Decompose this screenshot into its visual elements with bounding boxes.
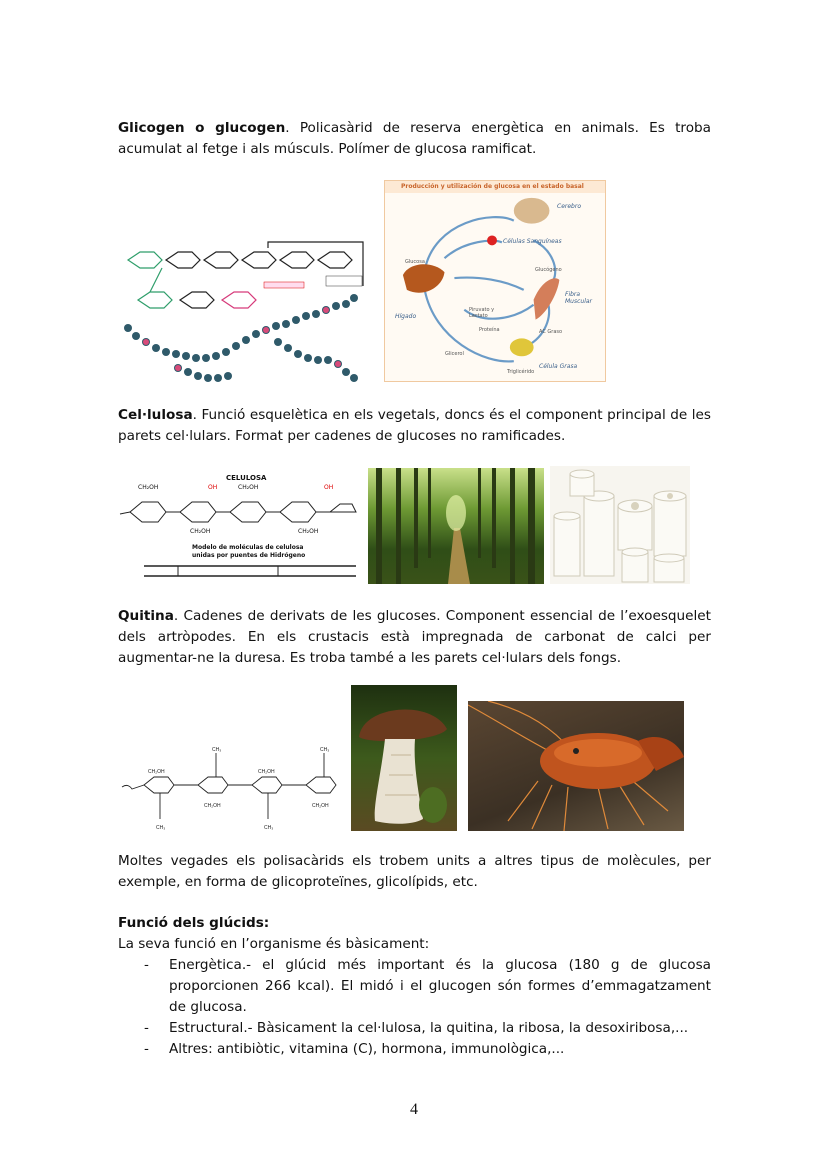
chitin-paragraph xyxy=(118,606,711,669)
function-structural: Estructural.- Bàsicament la cel·lulosa, la quitina, la ribosa, la desoxiribosa,... xyxy=(169,1020,689,1036)
label-pyruvate: Piruvato y Lactato xyxy=(469,307,495,319)
functions-heading: Funció dels glúcids: xyxy=(118,915,270,931)
list-item xyxy=(118,1039,711,1060)
chitin-structure-image xyxy=(118,745,340,831)
mushroom-photo xyxy=(351,685,457,831)
function-other: Altres: antibiòtic, vitamina (C), hormona, immunològica,... xyxy=(169,1041,565,1057)
list-item xyxy=(118,1018,711,1039)
cellulose-oh-1: OH xyxy=(208,484,218,491)
list-dash: - xyxy=(144,1020,149,1036)
label-glycerol: Glicerol xyxy=(445,351,464,357)
list-item xyxy=(118,955,711,1018)
svg-text:CH₂OH: CH₂OH xyxy=(204,803,221,809)
glycogen-term: Glicogen o glucogen xyxy=(118,120,286,136)
label-triglyceride: Triglicérido xyxy=(507,369,535,375)
chitin-term: Quitina xyxy=(118,608,174,624)
glycogen-text: . Policasàrid de reserva energètica en animals. Es troba acumulat al fetge i als músculs. Polímer de glucosa ramificat. xyxy=(118,120,711,157)
functions-intro: La seva funció en l’organisme és bàsicament: xyxy=(118,936,430,952)
glucose-metabolism-diagram xyxy=(384,180,606,382)
cellulose-ch2oh-1: CH₂OH xyxy=(138,484,159,491)
forest-photo xyxy=(368,468,544,584)
functions-list xyxy=(118,955,711,1060)
svg-text:CH₃: CH₃ xyxy=(320,747,330,753)
label-glucose: Glucosa xyxy=(405,259,425,265)
label-liver: Hígado xyxy=(395,313,417,320)
label-glycogen: Glucógeno xyxy=(535,267,562,273)
functions-section xyxy=(118,913,711,1060)
svg-text:CH₂OH: CH₂OH xyxy=(148,769,165,775)
cellulose-term: Cel·lulosa xyxy=(118,407,193,423)
page-number: 4 xyxy=(410,1101,418,1118)
glycogen-paragraph xyxy=(118,118,711,160)
label-fatty-acid: AC Graso xyxy=(539,329,563,335)
polysaccharides-note: Moltes vegades els polisacàrids els trobem units a altres tipus de molècules, per exemple, en forma de glicoproteïnes, glicolípids, etc. xyxy=(118,853,711,890)
cellulose-caption-2: unidas por puentes de Hidrógeno xyxy=(192,552,306,559)
glycogen-structure-image xyxy=(118,238,373,388)
list-dash: - xyxy=(144,957,149,973)
svg-text:CH₃: CH₃ xyxy=(212,747,222,753)
label-blood-cells: Células Sanguíneas xyxy=(503,238,562,245)
chitin-text: . Cadenes de derivats de les glucoses. Component essencial de l’exoesquelet dels artròpodes. En els crustacis està impregnada de carbonat de calci per augmentar-ne la duresa. Es troba també a les parets cel·lulars dels fongs. xyxy=(118,608,711,666)
cellulose-ch2oh-2: CH₂OH xyxy=(238,484,259,491)
cellulose-oh-2: OH xyxy=(324,484,334,491)
svg-text:CH₂OH: CH₂OH xyxy=(312,803,329,809)
function-energy: Energètica.- el glúcid més important és la glucosa (180 g de glucosa proporcionen 266 kcal). El midó i el glucogen són formes d’emmagatzament de glucosa. xyxy=(169,957,711,1015)
label-brain: Cerebro xyxy=(557,203,581,210)
cellulose-paragraph xyxy=(118,405,711,447)
paper-rolls-photo xyxy=(550,466,690,584)
label-muscle: Fibra Muscular xyxy=(565,291,593,305)
lobster-photo xyxy=(468,701,684,831)
diagram-title: Producción y utilización de glucosa en el estado basal xyxy=(385,181,605,193)
cellulose-structure-image xyxy=(118,470,358,584)
svg-text:CH₂OH: CH₂OH xyxy=(258,769,275,775)
label-protein: Proteína xyxy=(479,327,500,333)
label-fat-cell: Célula Grasa xyxy=(539,363,578,370)
cellulose-ch2oh-4: CH₂OH xyxy=(298,528,319,535)
cellulose-ch2oh-3: CH₂OH xyxy=(190,528,211,535)
cellulose-text: . Funció esquelètica en els vegetals, doncs és el component principal de les parets cel·lulars. Format per cadenes de glucoses no ramificades. xyxy=(118,407,711,444)
cellulose-caption-1: Modelo de moléculas de celulosa xyxy=(192,544,304,551)
list-dash: - xyxy=(144,1041,149,1057)
cellulose-diagram-title: CELULOSA xyxy=(226,474,267,482)
svg-text:CH₃: CH₃ xyxy=(264,825,274,831)
svg-text:CH₃: CH₃ xyxy=(156,825,166,831)
